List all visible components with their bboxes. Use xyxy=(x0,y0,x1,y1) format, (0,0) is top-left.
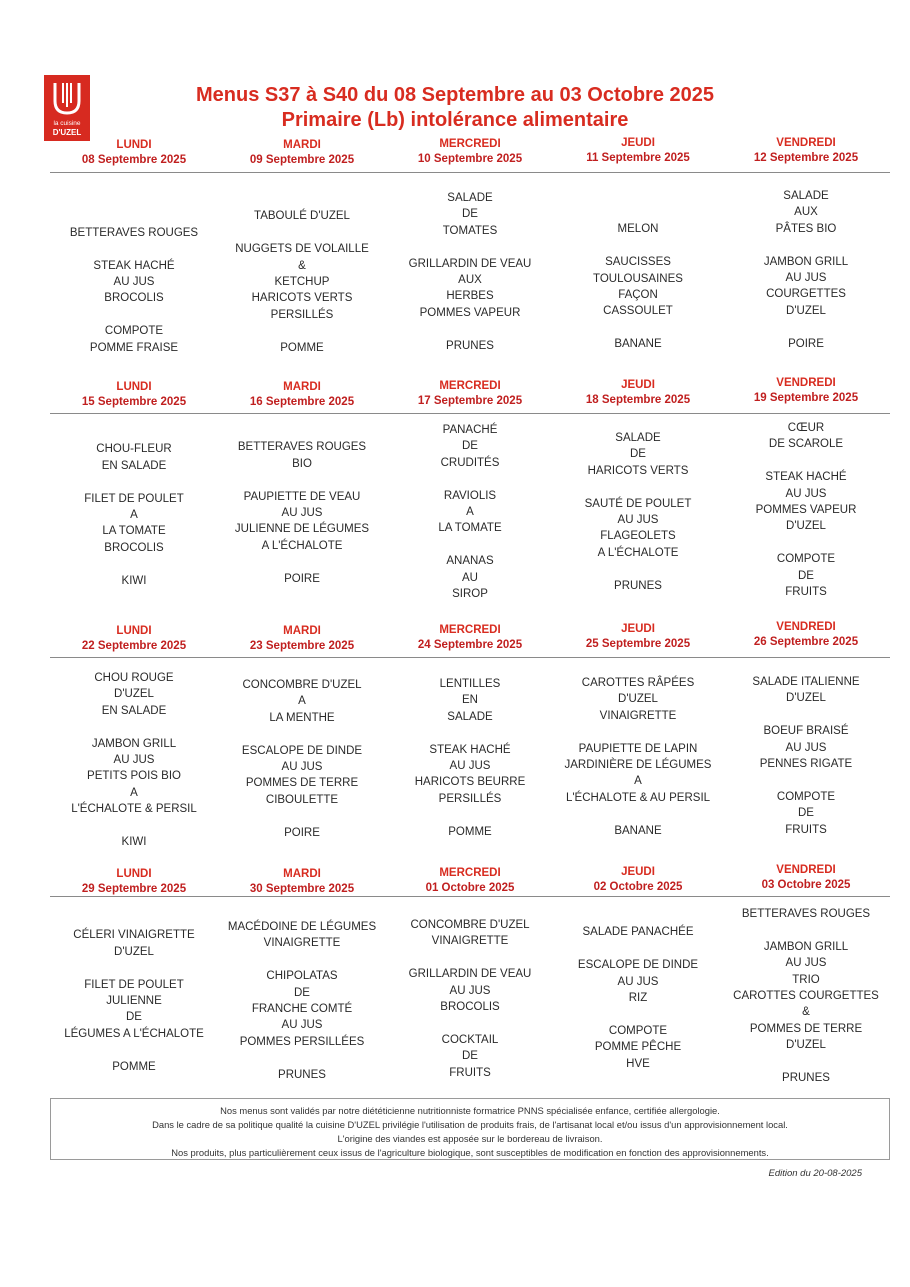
menu-line: COMPOTE xyxy=(776,790,836,803)
menu-line: STEAK HACHÉ xyxy=(429,743,511,756)
menu-line: POMMES DE TERRE xyxy=(749,1022,863,1035)
menu-line: PRUNES xyxy=(614,579,662,592)
menu-line xyxy=(554,724,722,740)
day-menu xyxy=(50,192,218,356)
menu-line xyxy=(554,1006,722,1022)
day-name: LUNDI xyxy=(116,868,152,880)
menu-line xyxy=(386,471,554,487)
menu-line: A xyxy=(130,786,138,799)
day-date: 30 Septembre 2025 xyxy=(249,883,355,895)
menu-line: CHOU ROUGE xyxy=(94,672,174,684)
menu-line: DE xyxy=(462,440,478,453)
menu-line: FLAGEOLETS xyxy=(600,530,676,543)
title-line1: Menus S37 à S40 du 08 Septembre au 03 Octobre 2025 xyxy=(195,84,714,106)
menu-line xyxy=(722,1054,890,1070)
menu-line: POMMES PERSILLÉES xyxy=(239,1035,365,1048)
menu-line: COMPOTE xyxy=(776,553,836,566)
footer-line3: L'origine des viandes est apposée sur le bordereau de livraison. xyxy=(337,1133,603,1144)
menu-line: TRIO xyxy=(792,973,820,986)
menu-line xyxy=(218,554,386,570)
day-menu xyxy=(554,430,722,594)
menu-line: STEAK HACHÉ xyxy=(765,471,847,484)
day-menu xyxy=(386,676,554,840)
menu-line: POIRE xyxy=(284,826,320,839)
menu-line xyxy=(386,807,554,823)
menu-line: KIWI xyxy=(121,836,147,849)
day-date: 17 Septembre 2025 xyxy=(417,395,523,407)
menu-line: DE xyxy=(798,807,814,820)
day-date: 18 Septembre 2025 xyxy=(585,394,691,406)
menu-line: LA TOMATE xyxy=(438,522,502,535)
menu-line: AU JUS xyxy=(785,272,827,285)
menu-line xyxy=(554,479,722,495)
footer-line2: Dans le cadre de sa politique qualité la cuisine D'UZEL privilégie l'utilisation de produits frais, de l'artisanat local et/ou issus d'un approvisionnement local. xyxy=(152,1119,788,1130)
menu-line: HERBES xyxy=(446,290,494,303)
day-header xyxy=(554,136,722,166)
day-header xyxy=(50,624,218,654)
menu-line xyxy=(386,239,554,255)
menu-line xyxy=(50,818,218,834)
menu-line xyxy=(50,474,218,490)
menu-line: AUX xyxy=(794,206,818,219)
day-name: VENDREDI xyxy=(776,377,836,389)
menu-line: A xyxy=(634,775,642,788)
day-name: LUNDI xyxy=(116,381,152,393)
menu-line: POIRE xyxy=(788,337,824,350)
menu-line: COCKTAIL xyxy=(441,1033,499,1046)
menu-line: DE xyxy=(798,569,814,582)
day-date: 12 Septembre 2025 xyxy=(753,152,859,164)
menu-line: A xyxy=(466,506,474,519)
menu-line: L'ÉCHALOTE & AU PERSIL xyxy=(565,791,711,804)
day-name: VENDREDI xyxy=(776,137,836,149)
menu-line xyxy=(218,808,386,824)
menu-line xyxy=(218,225,386,241)
menu-line: PANACHÉ xyxy=(442,424,498,436)
menu-line: BIO xyxy=(292,457,312,470)
menu-line: SALADE xyxy=(447,710,493,723)
menu-line: KIWI xyxy=(121,574,147,587)
day-header xyxy=(50,380,218,410)
day-menu xyxy=(218,423,386,587)
menu-line xyxy=(50,960,218,976)
menu-line: DE xyxy=(462,1050,478,1063)
day-date: 03 Octobre 2025 xyxy=(761,879,851,891)
menu-line: POMME FRAISE xyxy=(89,341,179,354)
day-header xyxy=(722,863,890,893)
menu-line xyxy=(50,556,218,572)
menu-line: BETTERAVES ROUGES xyxy=(69,226,199,239)
menu-line: AU JUS xyxy=(617,514,659,527)
menu-line: EN SALADE xyxy=(101,704,167,717)
menu-line xyxy=(722,237,890,253)
menu-line: CHOU-FLEUR xyxy=(96,443,172,456)
menu-line: CASSOULET xyxy=(603,305,673,318)
menu-line xyxy=(386,321,554,337)
menu-line: A L'ÉCHALOTE xyxy=(597,546,679,559)
menu-line xyxy=(722,922,890,938)
menu-line xyxy=(50,719,218,735)
menu-line: SALADE xyxy=(447,192,493,204)
menu-line: POMMES VAPEUR xyxy=(755,504,857,517)
menu-line: MELON xyxy=(617,223,659,236)
menu-line: PRUNES xyxy=(782,1072,830,1085)
menu-line: POMME PÊCHE xyxy=(594,1041,682,1054)
menu-line: AU JUS xyxy=(281,761,323,774)
menu-line: PAUPIETTE DE VEAU xyxy=(243,490,361,503)
menu-line: DE xyxy=(462,208,478,221)
day-menu xyxy=(50,911,218,1075)
logo-line2: D'UZEL xyxy=(52,128,82,137)
menu-line: PETITS POIS BIO xyxy=(87,770,181,783)
day-menu xyxy=(386,422,554,602)
page-title xyxy=(0,83,910,133)
menu-line: NUGGETS DE VOLAILLE xyxy=(235,243,369,256)
day-header xyxy=(722,136,890,166)
menu-line xyxy=(386,725,554,741)
menu-line: DE xyxy=(630,448,646,461)
day-date: 22 Septembre 2025 xyxy=(81,640,187,652)
menu-line: MACÉDOINE DE LÉGUMES xyxy=(227,921,377,933)
menu-line: EN xyxy=(462,694,478,707)
day-name: LUNDI xyxy=(116,139,152,151)
menu-line xyxy=(386,537,554,553)
menu-line: D'UZEL xyxy=(786,304,826,317)
menu-line: LENTILLES xyxy=(439,678,501,690)
menu-line: ANANAS xyxy=(446,555,494,568)
day-date: 23 Septembre 2025 xyxy=(249,640,355,652)
menu-line: D'UZEL xyxy=(786,520,826,533)
menu-line: FAÇON xyxy=(618,289,658,301)
day-date: 16 Septembre 2025 xyxy=(249,396,355,408)
menu-line: GRILLARDIN DE VEAU xyxy=(408,968,532,981)
day-header xyxy=(554,622,722,652)
menu-line xyxy=(50,911,218,927)
menu-line: BANANE xyxy=(614,824,662,837)
menu-line: CÉLERI VINAIGRETTE xyxy=(73,929,195,942)
menu-line: JAMBON GRILL xyxy=(91,737,177,750)
menu-line: POMMES VAPEUR xyxy=(419,306,521,319)
menu-line: SALADE ITALIENNE xyxy=(752,676,860,688)
menu-line: CAROTTES RÂPÉES xyxy=(581,677,695,689)
menu-line: DE SCAROLE xyxy=(768,438,844,451)
day-menu xyxy=(218,919,386,1083)
menu-line: PRUNES xyxy=(446,339,494,352)
day-name: VENDREDI xyxy=(776,621,836,633)
footer-line4: Nos produits, plus particulièrement ceux issus de l'agriculture biologique, sont susceptibles de modification en fonction des approvisionnements. xyxy=(171,1147,769,1158)
menu-line: LA TOMATE xyxy=(102,525,166,538)
menu-line: POMMES DE TERRE xyxy=(245,777,359,790)
menu-line: SAUCISSES xyxy=(605,256,671,269)
day-date: 24 Septembre 2025 xyxy=(417,639,523,651)
menu-line: KETCHUP xyxy=(274,276,330,288)
day-menu xyxy=(386,190,554,354)
menu-line xyxy=(218,1050,386,1066)
menu-line: JULIENNE xyxy=(106,995,162,1007)
day-menu xyxy=(554,908,722,1072)
menu-line: D'UZEL xyxy=(786,1039,826,1052)
menu-line xyxy=(218,952,386,968)
menu-line xyxy=(554,561,722,577)
menu-line xyxy=(722,535,890,551)
menu-line: ESCALOPE DE DINDE xyxy=(241,744,363,757)
menu-line: BOEUF BRAISÉ xyxy=(763,725,849,738)
day-menu xyxy=(722,420,890,600)
menu-line xyxy=(218,192,386,208)
menu-line xyxy=(50,307,218,323)
menu-line: CŒUR xyxy=(787,422,825,434)
menu-line xyxy=(218,323,386,339)
menu-line xyxy=(554,806,722,822)
day-header xyxy=(50,867,218,897)
menu-line: & xyxy=(802,1006,810,1019)
day-name: MARDI xyxy=(283,868,321,880)
menu-line: STEAK HACHÉ xyxy=(93,259,175,272)
menu-line: CRUDITÉS xyxy=(440,456,500,469)
edition-date: Edition du 20-08-2025 xyxy=(768,1168,862,1179)
menu-line xyxy=(50,241,218,257)
menu-line xyxy=(554,205,722,221)
menu-line: EN SALADE xyxy=(101,459,167,472)
menu-line: AU JUS xyxy=(449,760,491,773)
day-name: LUNDI xyxy=(116,625,152,637)
menu-line: AU JUS xyxy=(449,984,491,997)
menu-line: AU JUS xyxy=(785,957,827,970)
day-date: 29 Septembre 2025 xyxy=(81,883,187,895)
menu-line: TOMATES xyxy=(442,224,498,237)
menu-line xyxy=(218,472,386,488)
menu-line: BETTERAVES ROUGES xyxy=(237,441,367,454)
menu-line: D'UZEL xyxy=(114,945,154,958)
day-date: 19 Septembre 2025 xyxy=(753,392,859,404)
menu-line: RAVIOLIS xyxy=(443,489,497,502)
day-header xyxy=(722,620,890,650)
menu-line: COURGETTES xyxy=(766,288,846,301)
menu-line: PÂTES BIO xyxy=(775,222,837,235)
day-menu xyxy=(722,188,890,352)
day-date: 26 Septembre 2025 xyxy=(753,636,859,648)
menu-line: BROCOLIS xyxy=(440,1001,500,1014)
day-header xyxy=(386,866,554,896)
day-menu xyxy=(554,205,722,353)
menu-line: CIBOULETTE xyxy=(265,793,339,806)
menu-line: AU JUS xyxy=(785,487,827,500)
menu-line xyxy=(722,453,890,469)
day-name: JEUDI xyxy=(621,866,655,878)
menu-line xyxy=(386,950,554,966)
day-header xyxy=(386,137,554,167)
day-date: 15 Septembre 2025 xyxy=(81,396,187,408)
day-name: MARDI xyxy=(283,381,321,393)
menu-line: D'UZEL xyxy=(786,692,826,705)
menu-line: VINAIGRETTE xyxy=(431,935,509,948)
day-name: JEUDI xyxy=(621,137,655,149)
menu-line: FRUITS xyxy=(449,1066,491,1079)
menu-line: FRUITS xyxy=(785,586,827,599)
menu-line: CONCOMBRE D'UZEL xyxy=(410,919,530,931)
menu-line: POMME xyxy=(280,341,324,354)
menu-line: AUX xyxy=(458,274,482,287)
day-date: 25 Septembre 2025 xyxy=(585,638,691,650)
menu-line: RIZ xyxy=(628,992,648,1004)
menu-line: AU JUS xyxy=(113,275,155,288)
menu-line: PRUNES xyxy=(278,1068,326,1081)
menu-line: BETTERAVES ROUGES xyxy=(741,908,871,920)
menu-line: AU JUS xyxy=(281,507,323,519)
day-name: MARDI xyxy=(283,139,321,151)
menu-line: AU JUS xyxy=(785,741,827,754)
menu-line: D'UZEL xyxy=(114,688,154,701)
footer-notice xyxy=(50,1098,890,1160)
menu-line: GRILLARDIN DE VEAU xyxy=(408,257,532,270)
day-name: MARDI xyxy=(283,625,321,637)
menu-line: BANANE xyxy=(614,338,662,351)
menu-line: D'UZEL xyxy=(618,693,658,706)
menu-line xyxy=(386,1015,554,1031)
menu-line xyxy=(722,707,890,723)
menu-line: AU JUS xyxy=(281,1019,323,1032)
menu-line xyxy=(554,238,722,254)
day-name: VENDREDI xyxy=(776,864,836,876)
menu-line: A L'ÉCHALOTE xyxy=(261,539,343,552)
menu-line: CHIPOLATAS xyxy=(266,970,338,983)
day-date: 02 Octobre 2025 xyxy=(593,881,683,893)
menu-line: LÉGUMES A L'ÉCHALOTE xyxy=(64,1027,204,1040)
day-menu xyxy=(722,674,890,838)
menu-line: JARDINIÈRE DE LÉGUMES xyxy=(564,759,712,772)
menu-line xyxy=(50,208,218,224)
day-date: 10 Septembre 2025 xyxy=(417,153,523,165)
menu-line: L'ÉCHALOTE & PERSIL xyxy=(71,803,197,816)
menu-line: SALADE xyxy=(615,432,661,444)
logo-line1: la cuisine xyxy=(53,120,81,127)
day-header xyxy=(50,138,218,168)
day-header xyxy=(722,376,890,406)
menu-line: AU JUS xyxy=(113,754,155,767)
menu-line: COMPOTE xyxy=(608,1024,668,1037)
menu-line xyxy=(554,908,722,924)
menu-line: ESCALOPE DE DINDE xyxy=(577,959,699,972)
menu-line: FILET DE POULET xyxy=(84,492,184,505)
menu-line xyxy=(50,1042,218,1058)
menu-line: DE xyxy=(126,1011,142,1024)
menu-line: A xyxy=(298,695,306,708)
menu-line xyxy=(722,772,890,788)
menu-line: BROCOLIS xyxy=(104,292,164,305)
menu-line: SAUTÉ DE POULET xyxy=(584,497,692,510)
menu-line: LA MENTHE xyxy=(269,711,335,724)
day-name: JEUDI xyxy=(621,379,655,391)
week-divider xyxy=(50,657,890,658)
day-header xyxy=(218,867,386,897)
day-menu xyxy=(50,670,218,850)
menu-line: & xyxy=(298,259,306,272)
menu-line: CONCOMBRE D'UZEL xyxy=(242,679,362,691)
menu-line: PAUPIETTE DE LAPIN xyxy=(578,742,698,755)
menu-line: VINAIGRETTE xyxy=(599,709,677,722)
menu-line: FILET DE POULET xyxy=(84,978,184,991)
menu-line: FRUITS xyxy=(785,823,827,836)
day-header xyxy=(554,865,722,895)
day-header xyxy=(386,379,554,409)
day-menu xyxy=(386,917,554,1081)
week-divider xyxy=(50,172,890,173)
day-name: MERCREDI xyxy=(439,138,501,150)
menu-line: HARICOTS VERTS xyxy=(587,464,689,477)
menu-line: DE xyxy=(294,986,310,999)
menu-line: AU JUS xyxy=(617,975,659,988)
day-name: MERCREDI xyxy=(439,380,501,392)
day-menu xyxy=(554,675,722,839)
menu-line: CAROTTES COURGETTES xyxy=(733,990,879,1003)
menu-line: AU xyxy=(462,571,478,584)
week-divider xyxy=(50,413,890,414)
menu-line xyxy=(554,320,722,336)
menu-line: BROCOLIS xyxy=(104,541,164,554)
day-header xyxy=(218,624,386,654)
day-header xyxy=(218,380,386,410)
menu-line: POIRE xyxy=(284,572,320,585)
day-header xyxy=(218,138,386,168)
day-name: JEUDI xyxy=(621,623,655,635)
menu-line: HARICOTS BEURRE xyxy=(414,776,526,789)
menu-line: HVE xyxy=(626,1057,650,1070)
day-name: MERCREDI xyxy=(439,624,501,636)
day-date: 09 Septembre 2025 xyxy=(249,154,355,166)
menu-line xyxy=(218,423,386,439)
day-date: 01 Octobre 2025 xyxy=(425,882,515,894)
menu-line xyxy=(722,319,890,335)
week-divider xyxy=(50,896,890,897)
day-menu xyxy=(50,425,218,589)
menu-line: TABOULÉ D'UZEL xyxy=(254,210,350,223)
title-line2: Primaire (Lb) intolérance alimentaire xyxy=(281,109,629,131)
menu-line: SIROP xyxy=(452,588,488,601)
day-menu xyxy=(218,677,386,841)
menu-line: PERSILLÉS xyxy=(438,792,502,805)
menu-line xyxy=(50,425,218,441)
menu-line: POMME xyxy=(448,825,492,838)
menu-line: SALADE xyxy=(783,190,829,202)
menu-line: JAMBON GRILL xyxy=(763,255,849,268)
day-menu xyxy=(722,906,890,1086)
menu-line xyxy=(218,726,386,742)
day-header xyxy=(386,623,554,653)
day-header xyxy=(554,378,722,408)
menu-line: TOULOUSAINES xyxy=(593,272,683,285)
menu-line: COMPOTE xyxy=(104,325,164,338)
menu-line: HARICOTS VERTS xyxy=(251,292,353,305)
menu-line xyxy=(554,941,722,957)
footer-line1: Nos menus sont validés par notre diététicienne nutritionniste formatrice PNNS spécialisée enfance, certifiée allergologie. xyxy=(220,1105,720,1116)
menu-line: SALADE PANACHÉE xyxy=(582,926,694,939)
day-date: 11 Septembre 2025 xyxy=(586,152,690,164)
menu-line: VINAIGRETTE xyxy=(263,937,341,950)
menu-line: PENNES RIGATE xyxy=(759,758,853,771)
day-date: 08 Septembre 2025 xyxy=(81,154,187,166)
day-menu xyxy=(218,192,386,356)
menu-line: POMME xyxy=(112,1060,156,1073)
menu-line: A xyxy=(130,509,138,521)
menu-line: JULIENNE DE LÉGUMES xyxy=(234,523,370,536)
menu-line: FRANCHE COMTÉ xyxy=(251,1003,353,1016)
day-name: MERCREDI xyxy=(439,867,501,879)
menu-line: JAMBON GRILL xyxy=(763,940,849,953)
menu-line xyxy=(50,192,218,208)
menu-line: PERSILLÉS xyxy=(270,308,334,321)
